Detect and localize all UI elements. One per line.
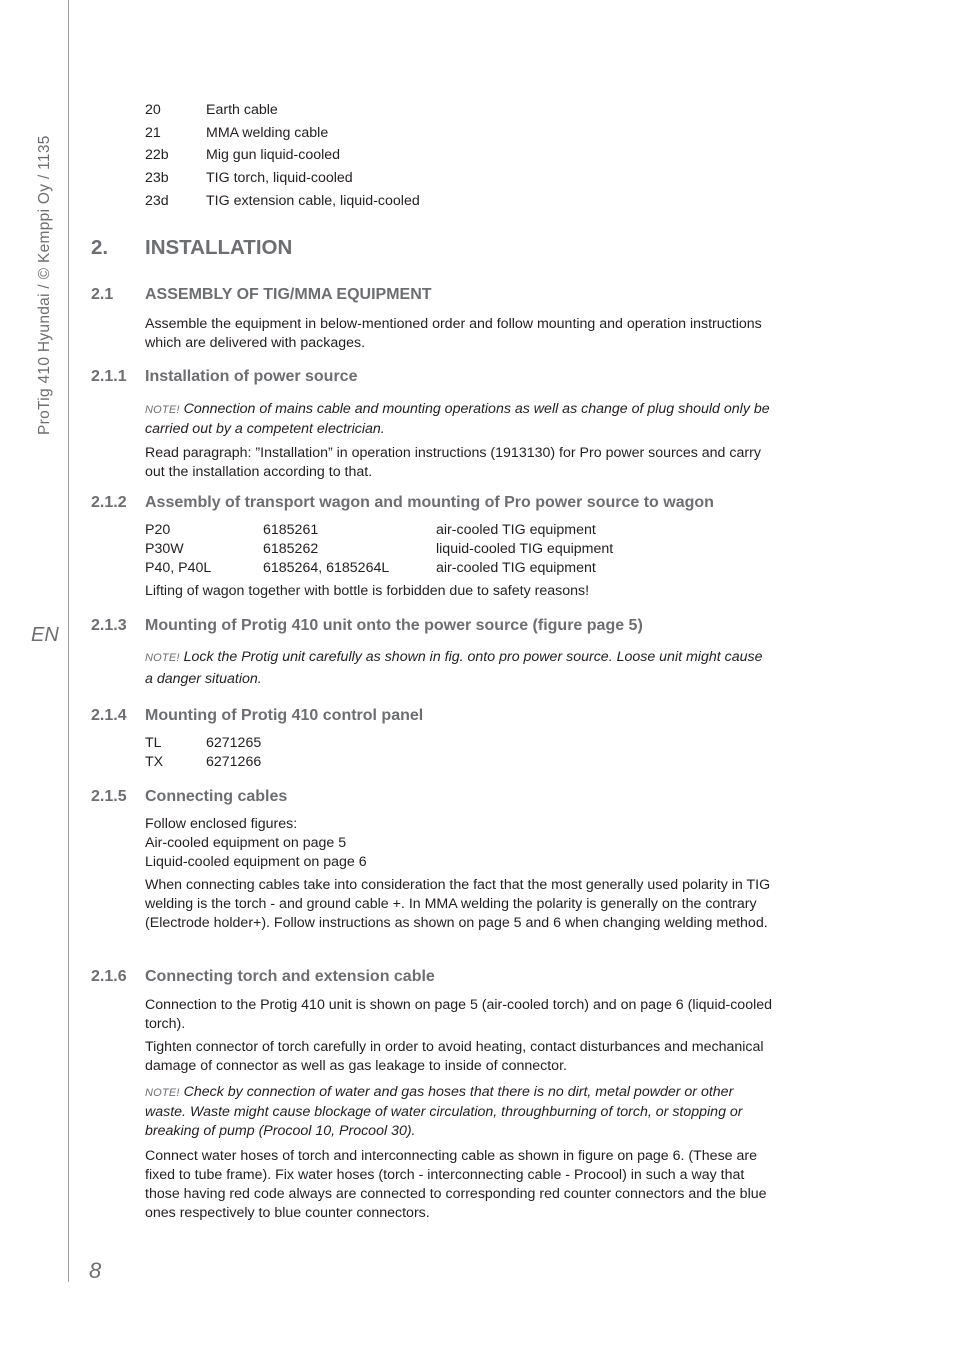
part-description: MMA welding cable	[206, 125, 329, 141]
sidebar-title: ProTig 410 Hyundai / © Kemppi Oy / 1135	[36, 135, 53, 435]
wagon-description: air-cooled TIG equipment	[436, 522, 596, 538]
paragraph: When connecting cables take into consideration the fact that the most generally used polarity in TIG welding is the torch - and ground cable +. In MMA welding the polarity is generally on the contrary (Electrode holder+). Follow instructions as shown on page 5 and 6 when changing welding method.	[145, 877, 771, 931]
margin-rule	[68, 0, 69, 1282]
paragraph: Assemble the equipment in below-mentioned order and follow mounting and operation instructions which are delivered with packages.	[145, 316, 762, 351]
wagon-code: 6185261	[263, 522, 319, 538]
part-number: 23d	[145, 193, 169, 209]
language-tag: EN	[31, 624, 59, 646]
panel-code: 6271265	[206, 735, 262, 751]
note-label: NOTE!	[145, 404, 180, 416]
note-text: Connection of mains cable and mounting operations as well as change of plug should only be carried out by a competent electrician.	[145, 401, 770, 437]
section-title: Mounting of Protig 410 control panel	[145, 707, 424, 724]
wagon-description: liquid-cooled TIG equipment	[436, 541, 614, 557]
part-description: TIG torch, liquid-cooled	[206, 170, 353, 186]
text-line: Follow enclosed figures:	[145, 816, 298, 832]
paragraph: Connect water hoses of torch and interconnecting cable as shown in figure on page 6. (These are fixed to tube frame). Fix water hoses (torch - interconnecting cable - Procool) in such a way that those having red code always are connected to corresponding red counter connectors and the blue ones respectively to blue counter connectors.	[145, 1148, 767, 1221]
section-number: 2.	[91, 236, 109, 259]
note	[145, 647, 773, 690]
section-number: 2.1.2	[91, 494, 127, 511]
section-number: 2.1	[91, 286, 114, 303]
wagon-model: P20	[145, 522, 171, 538]
note-text: Check by connection of water and gas hoses that there is no dirt, metal powder or other waste. Waste might cause blockage of water circulation, throughburning of torch, or stopping or breaking of pump (Procool 10, Procool 30).	[145, 1084, 743, 1139]
wagon-model: P40, P40L	[145, 560, 212, 576]
section-number: 2.1.3	[91, 617, 127, 634]
section-title: Assembly of transport wagon and mounting of Pro power source to wagon	[145, 494, 714, 511]
wagon-code: 6185262	[263, 541, 319, 557]
section-title: INSTALLATION	[145, 236, 293, 259]
part-description: Mig gun liquid-cooled	[206, 147, 341, 163]
wagon-description: air-cooled TIG equipment	[436, 560, 596, 576]
part-description: TIG extension cable, liquid-cooled	[206, 193, 420, 209]
section-number: 2.1.4	[91, 707, 127, 724]
wagon-code: 6185264, 6185264L	[263, 560, 390, 576]
section-number: 2.1.1	[91, 368, 127, 385]
part-number: 21	[145, 125, 161, 141]
note	[145, 1083, 773, 1141]
section-title: Installation of power source	[145, 368, 358, 385]
page-number: 8	[89, 1258, 102, 1283]
panel-code: 6271266	[206, 754, 262, 770]
note-label: NOTE!	[145, 1087, 180, 1099]
part-number: 23b	[145, 170, 169, 186]
note	[145, 400, 773, 439]
paragraph: Lifting of wagon together with bottle is forbidden due to safety reasons!	[145, 583, 590, 599]
section-title: Connecting torch and extension cable	[145, 968, 435, 985]
section-title: Mounting of Protig 410 unit onto the power source (figure page 5)	[145, 617, 643, 634]
part-number: 22b	[145, 147, 169, 163]
section-title: ASSEMBLY OF TIG/MMA EQUIPMENT	[145, 286, 432, 303]
text-line: Liquid-cooled equipment on page 6	[145, 854, 367, 870]
text-line: Air-cooled equipment on page 5	[145, 835, 347, 851]
wagon-model: P30W	[145, 541, 184, 557]
panel-model: TL	[145, 735, 162, 751]
section-title: Connecting cables	[145, 788, 288, 805]
section-number: 2.1.6	[91, 968, 127, 985]
part-description: Earth cable	[206, 102, 278, 118]
note-text: Lock the Protig unit carefully as shown in fig. onto pro power source. Loose unit might cause a danger situation.	[145, 649, 763, 687]
paragraph: Read paragraph: ”Installation” in operation instructions (1913130) for Pro power sources and carry out the installation according to that.	[145, 445, 761, 480]
part-number: 20	[145, 102, 161, 118]
panel-model: TX	[145, 754, 164, 770]
paragraph: Connection to the Protig 410 unit is shown on page 5 (air-cooled torch) and on page 6 (liquid-cooled torch).	[145, 997, 773, 1032]
note-label: NOTE!	[145, 652, 180, 664]
section-number: 2.1.5	[91, 788, 127, 805]
paragraph: Tighten connector of torch carefully in order to avoid heating, contact disturbances and mechanical damage of connector as well as gas leakage to inside of connector.	[145, 1039, 764, 1074]
